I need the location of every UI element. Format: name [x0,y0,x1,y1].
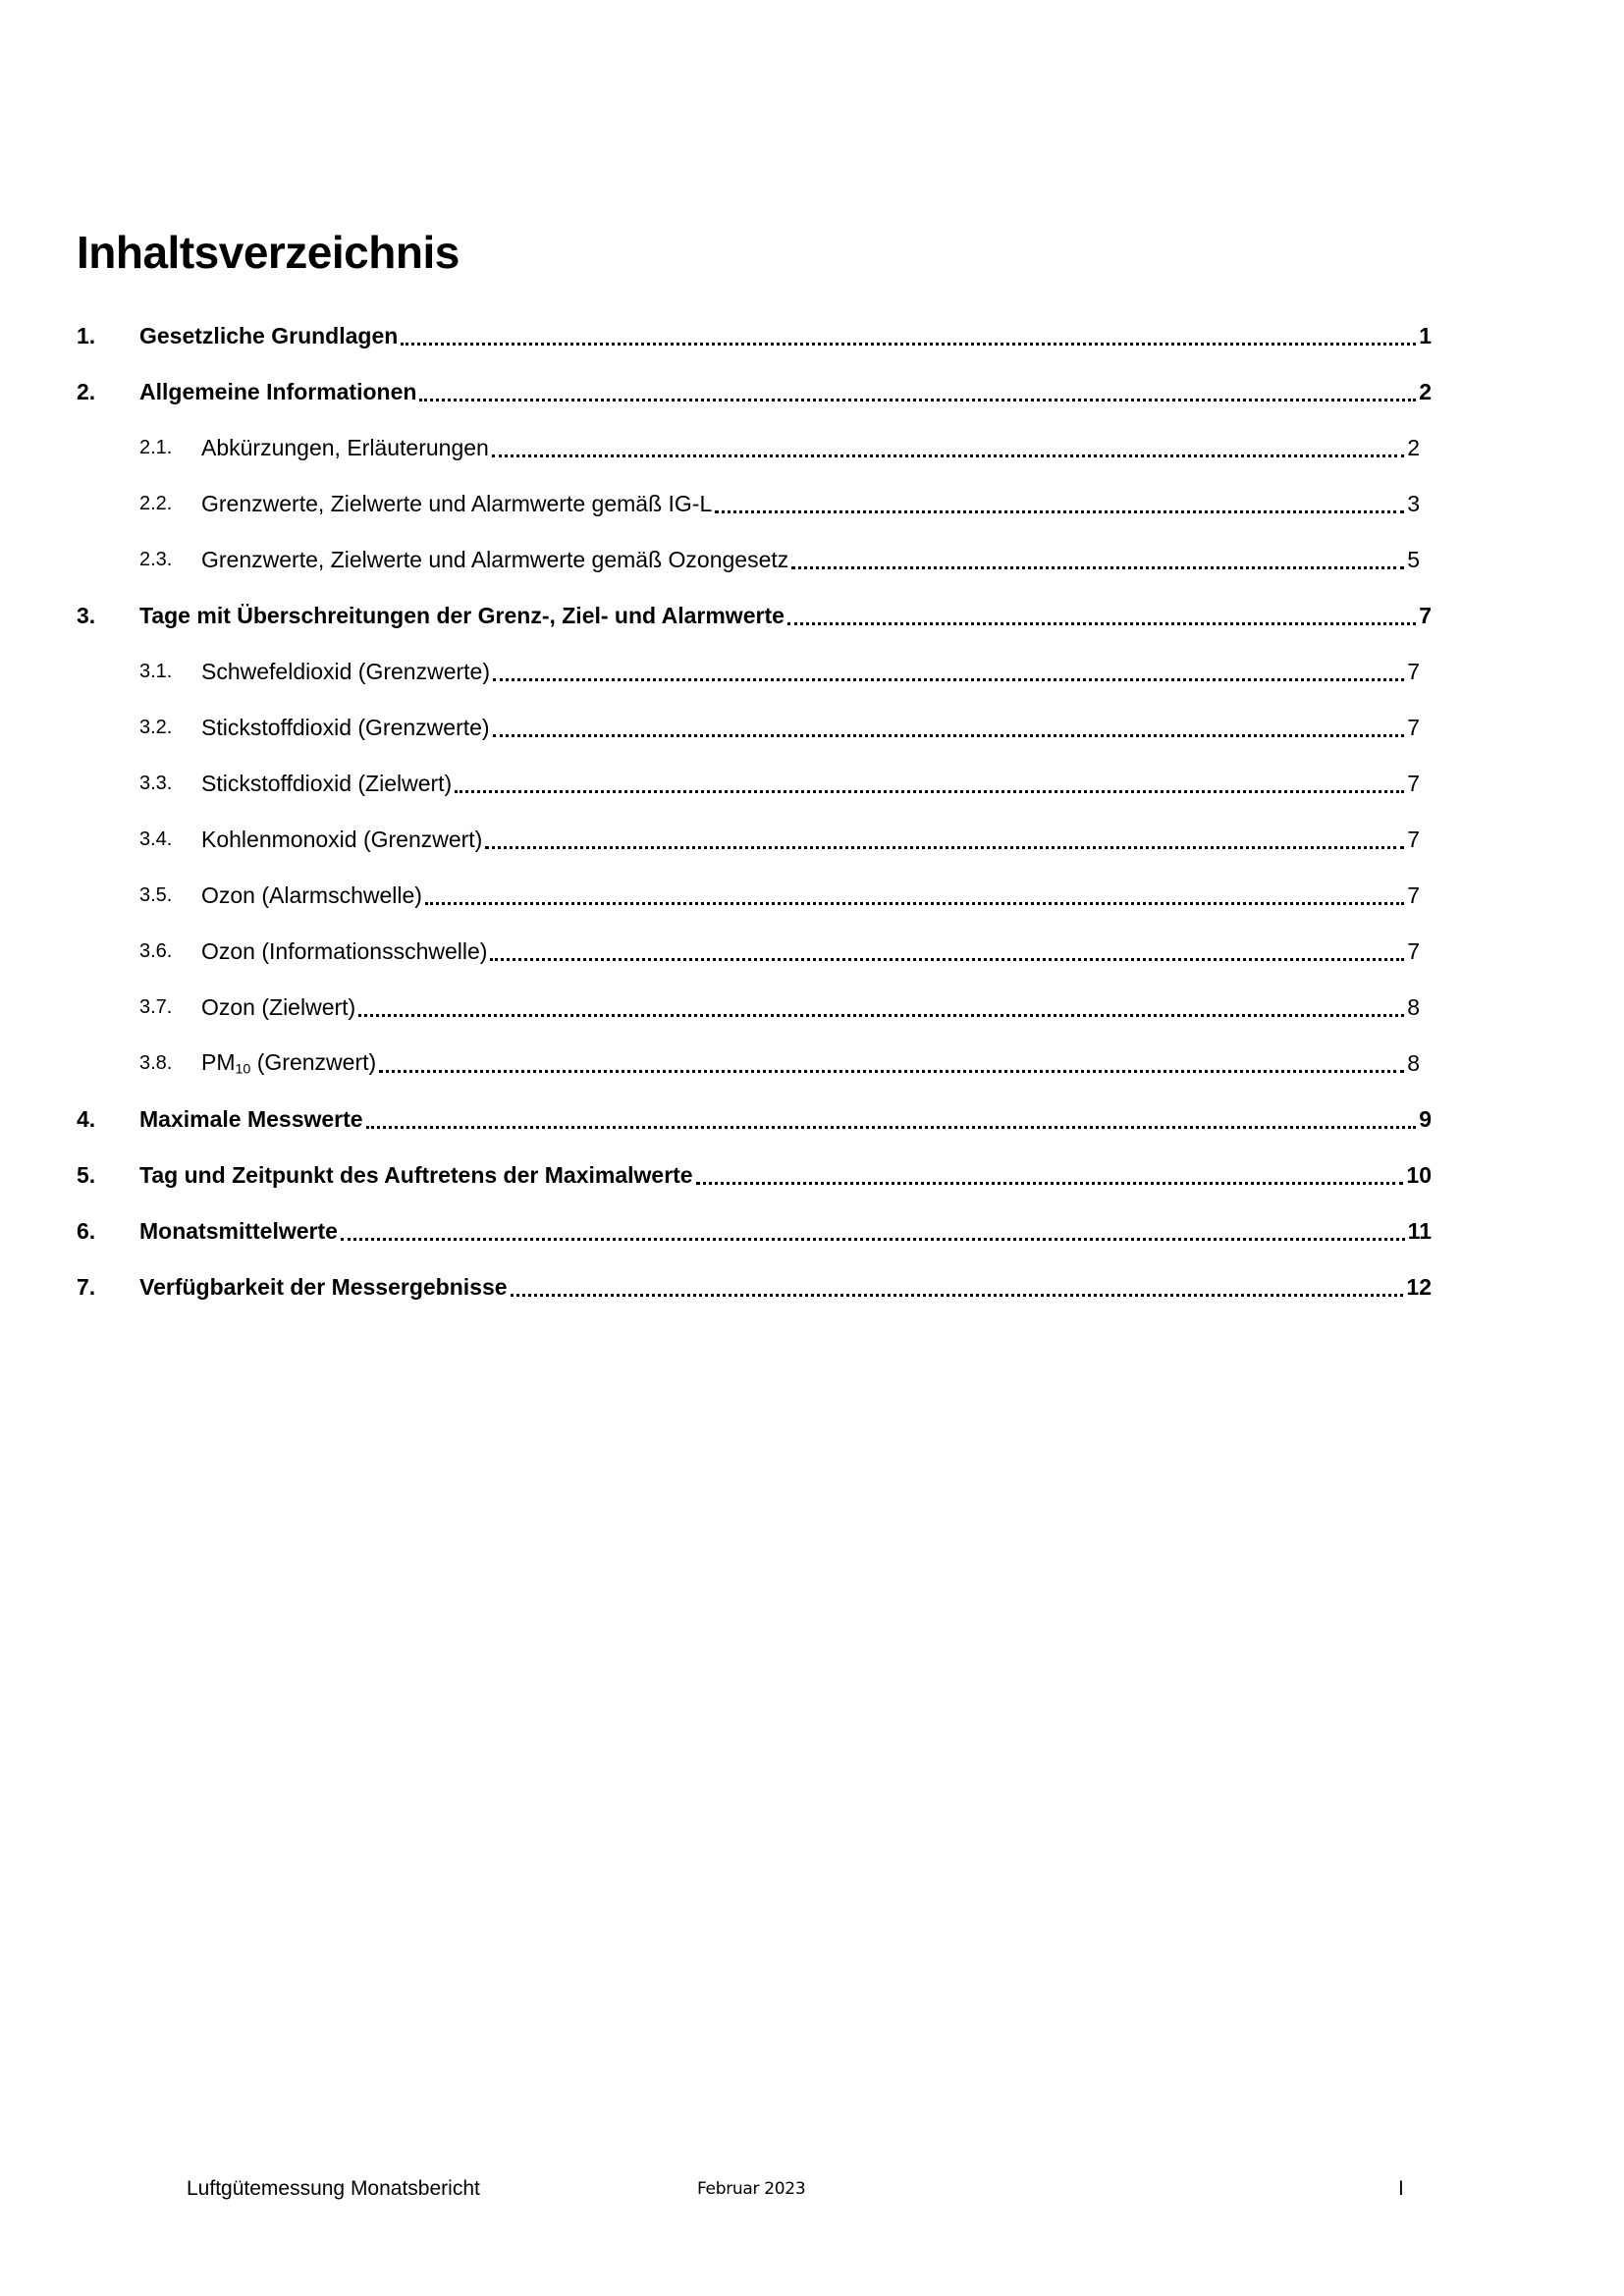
toc-entry-number: 3.6. [139,940,173,962]
toc-entry-title: Verfügbarkeit der Messergebnisse [139,1274,508,1300]
toc-entry-number: 3.1. [139,661,173,682]
dot-leader [492,454,1404,457]
toc-entry-3-8[interactable] [77,1036,1432,1092]
toc-entry-number: 3.3. [139,773,173,794]
toc-entry-title: Ozon (Informationsschwelle) [201,938,488,964]
toc-entry-page: 10 [1406,1162,1432,1188]
dot-leader [715,510,1404,513]
toc-entry-page: 2 [1419,379,1432,404]
toc-entry-title: Grenzwerte, Zielwerte und Alarmwerte gemäß Ozongesetz [201,547,789,572]
toc-entry-3-5[interactable] [77,868,1432,924]
footer-period: Februar 2023 [697,2179,806,2199]
toc-entry-title: Schwefeldioxid (Grenzwerte) [201,659,491,684]
toc-entry-6[interactable] [77,1203,1432,1259]
toc-entry-number: 4. [77,1106,96,1132]
toc-entry-page: 1 [1419,323,1432,348]
toc-entry-page: 7 [1407,715,1420,740]
dot-leader [366,1126,1417,1129]
toc-entry-1[interactable] [77,308,1432,364]
dot-leader [493,734,1405,737]
toc-entry-number: 5. [77,1162,96,1188]
dot-leader [455,790,1404,793]
toc-entry-7[interactable] [77,1259,1432,1315]
toc-entry-page: 7 [1419,603,1432,628]
toc-entry-title: Gesetzliche Grundlagen [139,323,399,348]
toc-entry-page: 9 [1419,1106,1432,1132]
dot-leader [419,399,1416,401]
toc-entry-number: 2.2. [139,493,173,514]
toc-entry-title-subscript: 10 [235,1061,251,1078]
toc-entry-title: Maximale Messwerte [139,1106,363,1132]
dot-leader [425,902,1404,905]
toc-entry-number: 3.7. [139,996,173,1018]
toc-entry-2[interactable] [77,364,1432,420]
dot-leader [791,566,1404,569]
dot-leader [511,1294,1404,1297]
toc-entry-3-1[interactable] [77,644,1432,700]
toc-entry-3-6[interactable] [77,924,1432,980]
toc-entry-3[interactable] [77,588,1432,644]
toc-entry-number: 7. [77,1274,96,1300]
toc-entry-page: 3 [1407,491,1420,516]
dot-leader [696,1182,1404,1185]
toc-entry-title: Ozon (Alarmschwelle) [201,882,422,908]
toc-entry-page: 7 [1407,882,1420,908]
toc-entry-title [201,1049,376,1078]
toc-entry-number: 2.3. [139,549,173,570]
toc-entry-page: 7 [1407,827,1420,852]
toc-entry-number: 2.1. [139,437,173,458]
dot-leader [787,622,1416,625]
toc-entry-title: Stickstoffdioxid (Grenzwerte) [201,715,490,740]
toc-entry-number: 3.2. [139,717,173,738]
table-of-contents [77,308,1432,1315]
toc-entry-page: 11 [1407,1218,1432,1244]
toc-entry-title: Monatsmittelwerte [139,1218,338,1244]
dot-leader [401,343,1416,346]
toc-entry-2-2[interactable] [77,476,1432,532]
page-footer [0,2177,1624,2213]
dot-leader [485,846,1404,849]
toc-entry-title-suffix: (Grenzwert) [250,1049,377,1076]
toc-entry-page: 8 [1407,1050,1420,1076]
toc-entry-3-7[interactable] [77,980,1432,1036]
toc-entry-title: Ozon (Zielwert) [201,994,356,1020]
toc-entry-page: 7 [1407,938,1420,964]
toc-entry-number: 2. [77,379,96,404]
toc-entry-title: Tag und Zeitpunkt des Auftretens der Maximalwerte [139,1162,693,1188]
dot-leader [358,1014,1404,1017]
toc-entry-title: Tage mit Überschreitungen der Grenz-, Ziel- und Alarmwerte [139,603,785,628]
toc-entry-title: Grenzwerte, Zielwerte und Alarmwerte gemäß IG-L [201,491,713,516]
toc-entry-page: 5 [1407,547,1420,572]
toc-entry-page: 2 [1407,435,1420,460]
dot-leader [379,1070,1404,1073]
toc-entry-4[interactable] [77,1092,1432,1148]
toc-entry-number: 3.5. [139,884,173,906]
toc-entry-number: 3.4. [139,828,173,850]
toc-entry-3-3[interactable] [77,756,1432,812]
toc-entry-title: Stickstoffdioxid (Zielwert) [201,771,453,796]
toc-entry-number: 3.8. [139,1052,173,1074]
toc-entry-page: 12 [1406,1274,1432,1300]
dot-leader [341,1238,1405,1241]
dot-leader [493,678,1404,681]
footer-page-number: I [1398,2177,1404,2200]
toc-entry-2-3[interactable] [77,532,1432,588]
toc-entry-page: 7 [1407,659,1420,684]
toc-entry-page: 8 [1407,994,1420,1020]
footer-report-name: Luftgütemessung Monatsbericht [187,2177,480,2200]
toc-entry-title: Abkürzungen, Erläuterungen [201,435,489,460]
toc-entry-title-prefix: PM [201,1049,236,1076]
toc-entry-number: 6. [77,1218,96,1244]
toc-entry-number: 3. [77,603,96,628]
toc-entry-5[interactable] [77,1148,1432,1203]
toc-entry-3-4[interactable] [77,812,1432,868]
dot-leader [490,958,1404,961]
toc-entry-title: Kohlenmonoxid (Grenzwert) [201,827,483,852]
toc-heading: Inhaltsverzeichnis [77,227,460,278]
toc-entry-title: Allgemeine Informationen [139,379,417,404]
toc-entry-number: 1. [77,323,96,348]
toc-entry-3-2[interactable] [77,700,1432,756]
toc-entry-page: 7 [1407,771,1420,796]
toc-entry-2-1[interactable] [77,420,1432,476]
